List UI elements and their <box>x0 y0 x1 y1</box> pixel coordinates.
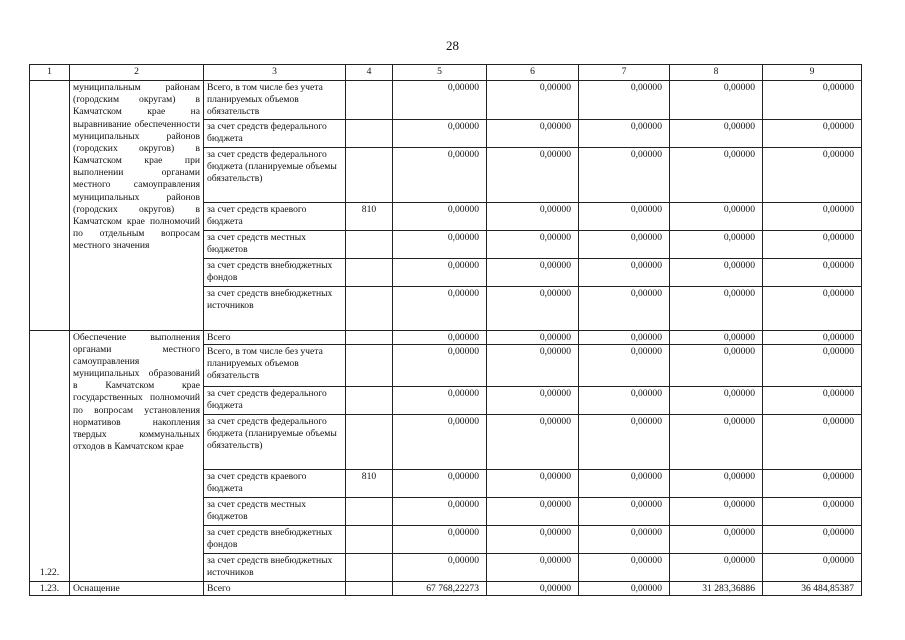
value-col9: 0,00000 <box>763 344 862 386</box>
value-col6: 0,00000 <box>487 81 579 120</box>
header-cell: 8 <box>670 65 763 81</box>
value-col5: 0,00000 <box>393 81 487 120</box>
value-col9: 0,00000 <box>763 386 862 414</box>
budget-code <box>346 81 393 120</box>
value-col8: 0,00000 <box>670 119 763 147</box>
value-col5: 0,00000 <box>393 469 487 497</box>
value-col8: 0,00000 <box>670 553 763 581</box>
value-col9: 0,00000 <box>763 330 862 344</box>
value-col5: 0,00000 <box>393 258 487 286</box>
row-index: 1.23. <box>30 581 70 595</box>
header-cell: 6 <box>487 65 579 81</box>
value-col5: 0,00000 <box>393 344 487 386</box>
page-number: 28 <box>446 38 459 53</box>
funding-source: за счет средств краевого бюджета <box>204 202 346 230</box>
measure-description: муниципальным районам (городским округам) в Камчатском крае на выравнивание обеспеченности муниципальных районов (городских округов) в Камчатском крае при выполнении органами местного самоуправления муниципальных районов (городских округов) в Камчатском крае полномочий по отдельным вопросам местного значения <box>70 81 204 331</box>
value-col6: 0,00000 <box>487 414 579 469</box>
value-col6: 0,00000 <box>487 386 579 414</box>
value-col8: 0,00000 <box>670 344 763 386</box>
value-col7: 0,00000 <box>579 258 670 286</box>
value-col8: 0,00000 <box>670 258 763 286</box>
funding-source: Всего, в том числе без учета планируемых объемов обязательств <box>204 81 346 120</box>
value-col5: 0,00000 <box>393 525 487 553</box>
value-col5: 67 768,22273 <box>393 581 487 595</box>
row-index <box>30 81 70 331</box>
value-col7: 0,00000 <box>579 581 670 595</box>
value-col7: 0,00000 <box>579 497 670 525</box>
value-col5: 0,00000 <box>393 553 487 581</box>
value-col9: 0,00000 <box>763 497 862 525</box>
budget-code <box>346 330 393 344</box>
funding-source: за счет средств внебюджетных источников <box>204 553 346 581</box>
row-index: 1.22. <box>30 330 70 581</box>
value-col6: 0,00000 <box>487 258 579 286</box>
value-col6: 0,00000 <box>487 147 579 202</box>
value-col9: 0,00000 <box>763 286 862 330</box>
value-col6: 0,00000 <box>487 553 579 581</box>
value-col9: 0,00000 <box>763 258 862 286</box>
value-col9: 0,00000 <box>763 230 862 258</box>
value-col8: 0,00000 <box>670 230 763 258</box>
measure-description: Обеспечение выполнения органами местного самоуправления муниципальных образований в Камчатском крае государственных полномочий по вопросам установления нормативов накопления твердых коммунальных отходов в Камчатском крае <box>70 330 204 581</box>
value-col7: 0,00000 <box>579 344 670 386</box>
funding-source: Всего <box>204 330 346 344</box>
budget-code <box>346 553 393 581</box>
value-col5: 0,00000 <box>393 202 487 230</box>
header-cell: 5 <box>393 65 487 81</box>
value-col5: 0,00000 <box>393 330 487 344</box>
value-col9: 0,00000 <box>763 202 862 230</box>
budget-code <box>346 497 393 525</box>
funding-source: за счет средств федерального бюджета (планируемые объемы обязательств) <box>204 414 346 469</box>
value-col8: 0,00000 <box>670 286 763 330</box>
value-col7: 0,00000 <box>579 202 670 230</box>
value-col9: 36 484,85387 <box>763 581 862 595</box>
value-col6: 0,00000 <box>487 202 579 230</box>
funding-source: за счет средств местных бюджетов <box>204 497 346 525</box>
value-col6: 0,00000 <box>487 344 579 386</box>
value-col8: 0,00000 <box>670 81 763 120</box>
funding-source: за счет средств внебюджетных фондов <box>204 258 346 286</box>
budget-code: 810 <box>346 202 393 230</box>
header-cell: 7 <box>579 65 670 81</box>
value-col6: 0,00000 <box>487 119 579 147</box>
value-col5: 0,00000 <box>393 230 487 258</box>
table-row <box>30 581 862 595</box>
value-col7: 0,00000 <box>579 147 670 202</box>
value-col6: 0,00000 <box>487 286 579 330</box>
value-col9: 0,00000 <box>763 469 862 497</box>
budget-code: 810 <box>346 469 393 497</box>
value-col6: 0,00000 <box>487 497 579 525</box>
value-col8: 0,00000 <box>670 386 763 414</box>
funding-source: за счет средств федерального бюджета (планируемые объемы обязательств) <box>204 147 346 202</box>
value-col5: 0,00000 <box>393 286 487 330</box>
value-col7: 0,00000 <box>579 386 670 414</box>
funding-source: за счет средств внебюджетных фондов <box>204 525 346 553</box>
header-row <box>30 65 862 81</box>
value-col8: 0,00000 <box>670 497 763 525</box>
table-row <box>30 330 862 344</box>
budget-code <box>346 386 393 414</box>
value-col7: 0,00000 <box>579 553 670 581</box>
budget-code <box>346 230 393 258</box>
funding-source: за счет средств федерального бюджета <box>204 386 346 414</box>
table-row <box>30 81 862 120</box>
header-cell: 2 <box>70 65 204 81</box>
funding-source: за счет средств внебюджетных источников <box>204 286 346 330</box>
value-col8: 0,00000 <box>670 525 763 553</box>
budget-code <box>346 147 393 202</box>
header-cell: 9 <box>763 65 862 81</box>
budget-code <box>346 258 393 286</box>
funding-source: за счет средств федерального бюджета <box>204 119 346 147</box>
header-cell: 4 <box>346 65 393 81</box>
value-col9: 0,00000 <box>763 414 862 469</box>
funding-source: Всего <box>204 581 346 595</box>
value-col6: 0,00000 <box>487 525 579 553</box>
value-col7: 0,00000 <box>579 469 670 497</box>
value-col5: 0,00000 <box>393 497 487 525</box>
budget-code <box>346 525 393 553</box>
funding-source: за счет средств краевого бюджета <box>204 469 346 497</box>
budget-code <box>346 286 393 330</box>
value-col9: 0,00000 <box>763 119 862 147</box>
value-col7: 0,00000 <box>579 414 670 469</box>
value-col8: 0,00000 <box>670 202 763 230</box>
value-col8: 0,00000 <box>670 414 763 469</box>
value-col7: 0,00000 <box>579 81 670 120</box>
value-col6: 0,00000 <box>487 581 579 595</box>
funding-source: Всего, в том числе без учета планируемых объемов обязательств <box>204 344 346 386</box>
value-col5: 0,00000 <box>393 414 487 469</box>
budget-code <box>346 119 393 147</box>
value-col7: 0,00000 <box>579 330 670 344</box>
value-col9: 0,00000 <box>763 553 862 581</box>
value-col7: 0,00000 <box>579 525 670 553</box>
budget-code <box>346 581 393 595</box>
value-col5: 0,00000 <box>393 147 487 202</box>
budget-code <box>346 344 393 386</box>
value-col8: 31 283,36886 <box>670 581 763 595</box>
value-col5: 0,00000 <box>393 386 487 414</box>
header-cell: 1 <box>30 65 70 81</box>
value-col8: 0,00000 <box>670 469 763 497</box>
header-cell: 3 <box>204 65 346 81</box>
measure-description: Оснащение <box>70 581 204 595</box>
value-col7: 0,00000 <box>579 119 670 147</box>
value-col7: 0,00000 <box>579 230 670 258</box>
value-col9: 0,00000 <box>763 81 862 120</box>
value-col9: 0,00000 <box>763 147 862 202</box>
value-col8: 0,00000 <box>670 147 763 202</box>
value-col6: 0,00000 <box>487 230 579 258</box>
value-col8: 0,00000 <box>670 330 763 344</box>
value-col6: 0,00000 <box>487 469 579 497</box>
value-col7: 0,00000 <box>579 286 670 330</box>
budget-code <box>346 414 393 469</box>
funding-source: за счет средств местных бюджетов <box>204 230 346 258</box>
budget-table <box>29 64 862 596</box>
value-col6: 0,00000 <box>487 330 579 344</box>
value-col9: 0,00000 <box>763 525 862 553</box>
value-col5: 0,00000 <box>393 119 487 147</box>
